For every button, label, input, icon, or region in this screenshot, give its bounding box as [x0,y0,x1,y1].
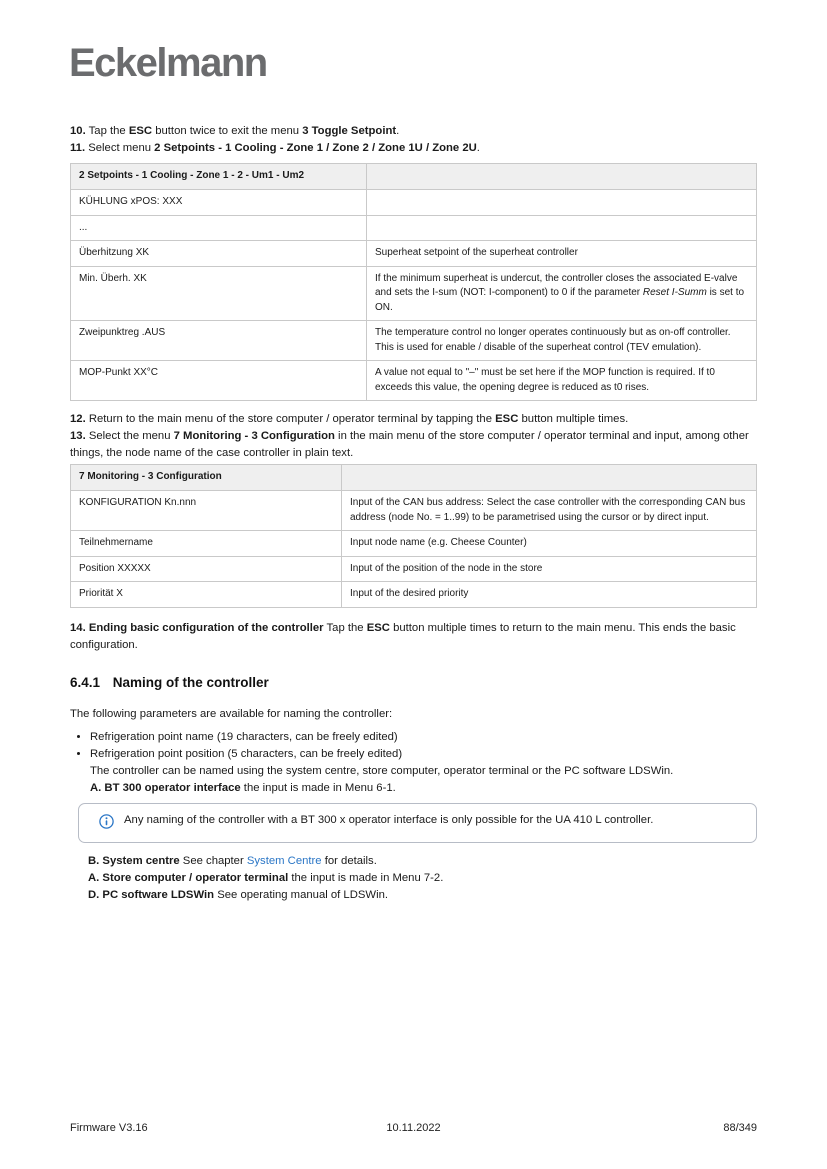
text-segment: 3 Toggle Setpoint [302,125,397,137]
eckelmann-logo: Eckelmann [69,41,267,85]
text-segment: Reset I-Summ [642,287,707,298]
note-text: Any naming of the controller with a BT 300 x operator interface is only possible for the UA 410 L controller. [124,813,654,826]
bullet-item: • Refrigeration point name (19 characters, can be freely edited) [90,729,757,746]
text-segment: 13. [70,430,86,442]
method-store-computer [88,870,757,887]
text-segment: Select menu [85,142,155,154]
section-number: 6.4.1 [70,674,101,690]
method-system-centre [88,853,757,870]
description-cell [367,361,757,401]
table-row [71,266,757,321]
footer-date: 10.11.2022 [386,1122,441,1134]
text-segment: in the main menu of the store computer / operator terminal and input, among other things, the node name of the case controller in plain text. [70,430,749,459]
param-cell: Überhitzung XK [71,241,367,267]
text-segment: A value not equal to "–" must be set here if the MOP function is required. If t0 exceeds this value, the opening degree is reduced as t0 rises. [375,367,715,393]
table-row [71,190,757,216]
footer-firmware-version: Firmware V3.16 [70,1122,148,1134]
step-13 [70,428,757,462]
param-cell: Teilnehmername [71,531,342,557]
param-cell: Position XXXXX [71,556,342,582]
text-segment: is set to ON. [375,287,745,313]
text-segment: button multiple times to return to the main menu. This ends the basic configuration. [70,621,736,651]
table-row [71,531,757,557]
param-cell: KÜHLUNG xPOS: XXX [71,190,367,216]
table-row [71,321,757,361]
step-11 [70,140,757,157]
param-cell: MOP-Punkt XX°C [71,361,367,401]
text-segment: Tap the [323,621,367,634]
description-cell [367,190,757,216]
step-14 [70,620,757,654]
text-segment: A. Store computer / operator terminal [88,871,289,884]
description-cell [342,531,757,557]
parameter-bullet-list [70,729,757,763]
text-segment: Select the menu [85,430,174,442]
section-title: Naming of the controller [112,674,269,690]
text-segment: Input of the CAN bus address: Select the case controller with the corresponding CAN bus address (node No. = 1..99) to be parametrised using the cursor or by direct input. [350,497,746,523]
page-footer [70,1122,757,1134]
text-segment: 7 Monitoring - 3 Configuration [173,430,335,442]
monitoring-configuration-table [70,464,757,608]
text-segment: ESC [128,125,153,137]
table-row [71,215,757,241]
section-heading [70,675,757,691]
table-header-cell-empty [367,164,757,190]
description-cell [367,215,757,241]
table-row [71,556,757,582]
text-segment: Input node name (e.g. Cheese Counter) [350,537,527,548]
description-cell [367,241,757,267]
footer-page-number: 88/349 [723,1122,757,1134]
text-segment: the input is made in Menu 6-1. [240,781,396,794]
table-header-cell: 7 Monitoring - 3 Configuration [71,465,342,491]
description-cell [342,556,757,582]
table-row [71,361,757,401]
text-segment: . [476,142,480,154]
continuation-line [90,763,757,780]
page-content [70,123,757,904]
mid-steps [70,411,757,462]
system-centre-link[interactable]: System Centre [246,854,322,867]
description-cell [367,321,757,361]
param-cell: Min. Überh. XK [71,266,367,321]
text-segment: See chapter [179,854,247,867]
naming-methods [88,853,757,904]
description-cell [342,582,757,608]
text-segment: The controller can be named using the system centre, store computer, operator terminal or the PC software LDSWin. [90,764,674,777]
table-header-cell: 2 Setpoints - 1 Cooling - Zone 1 - 2 - Um1 - Um2 [71,164,367,190]
section-intro: The following parameters are available for naming the controller: [70,707,393,720]
text-segment: . [396,125,400,137]
text-segment: 11. [70,142,86,154]
table-row [71,582,757,608]
text-segment: B. System centre [88,854,180,867]
bt300-line [90,780,757,797]
text-segment: 10. [70,125,86,137]
info-icon [99,814,114,834]
param-cell: Zweipunktreg .AUS [71,321,367,361]
text-segment: Superheat setpoint of the superheat controller [375,247,578,258]
text-segment: 12. [70,413,86,425]
param-cell: Priorität X [71,582,342,608]
step-10 [70,123,757,140]
text-segment: Input of the position of the node in the store [350,562,543,574]
method-ldswin [88,887,757,904]
table-row [71,491,757,531]
table-row [71,241,757,267]
table-header-row [71,164,757,190]
param-cell: KONFIGURATION Kn.nnn [71,491,342,531]
info-note-box [78,803,757,843]
text-segment: for details. [321,854,377,867]
text-segment: ESC [366,621,390,634]
text-segment: If the minimum superheat is undercut, the controller closes the associated E-valve and sets the I-sum (NOT: I-component) to 0 if the parameter [375,272,738,298]
text-segment: the input is made in Menu 7-2. [288,871,444,884]
param-cell: ... [71,215,367,241]
text-segment: ESC [495,413,519,425]
text-segment: 2 Setpoints - 1 Cooling - Zone 1 / Zone 2 / Zone 1U / Zone 2U [154,142,477,154]
text-segment: button multiple times. [518,413,629,425]
text-segment: Tap the [85,125,129,137]
text-segment: 14. Ending basic configuration of the controller [70,621,324,634]
text-segment: button twice to exit the menu [152,125,303,137]
step-12 [70,411,757,428]
text-segment: The temperature control no longer operates continuously but as on-off controller. This is used for enable / disable of the superheat control (TEV emulation). [375,327,731,353]
text-segment: D. PC software LDSWin [88,888,215,901]
setpoints-cooling-table [70,163,757,401]
text-segment: Input of the desired priority [350,588,469,599]
text-segment: See operating manual of LDSWin. [214,888,389,901]
description-cell [367,266,757,321]
text-segment: A. BT 300 operator interface [90,781,241,794]
text-segment: Return to the main menu of the store computer / operator terminal by tapping the [85,413,496,425]
intro-steps [70,123,757,157]
table-header-cell-empty [342,465,757,491]
bullet-item: • Refrigeration point position (5 characters, can be freely edited) [90,746,757,763]
table-header-row [71,465,757,491]
bullet-continuation [90,763,757,797]
description-cell [342,491,757,531]
